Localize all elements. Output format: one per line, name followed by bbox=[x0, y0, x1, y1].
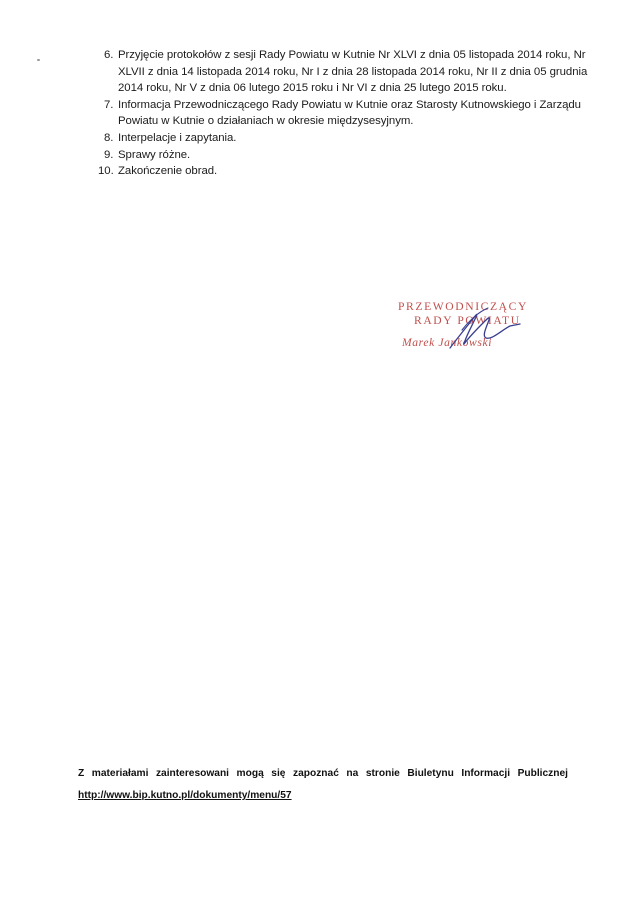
agenda-item-line: XLVII z dnia 14 listopada 2014 roku, Nr I z dnia 28 listopada 2014 roku, Nr II z dnia 05 grudnia bbox=[118, 65, 588, 78]
agenda-item-number: 10. bbox=[98, 165, 114, 178]
agenda-item-line: Informacja Przewodniczącego Rady Powiatu w Kutnie oraz Starosty Kutnowskiego i Zarządu bbox=[118, 98, 581, 111]
stamp-name: Marek Jankowski bbox=[402, 336, 493, 349]
agenda-item-number: 9. bbox=[104, 148, 114, 161]
agenda-item-10 bbox=[80, 163, 600, 180]
agenda-item-line: Sprawy różne. bbox=[118, 148, 191, 161]
agenda-item-line: 2014 roku, Nr V z dnia 06 lutego 2015 roku i Nr VI z dnia 25 lutego 2015 roku. bbox=[118, 82, 507, 95]
agenda-list bbox=[80, 47, 600, 180]
stamp-body: RADY POWIATU bbox=[414, 314, 521, 327]
signature-icon bbox=[392, 300, 552, 360]
bip-link[interactable]: http://www.bip.kutno.pl/dokumenty/menu/57 bbox=[78, 790, 292, 801]
agenda-item-line: Zakończenie obrad. bbox=[118, 165, 218, 178]
stamp-title: PRZEWODNICZĄCY bbox=[398, 300, 528, 313]
agenda-item-number: 7. bbox=[104, 98, 114, 111]
agenda-item-9 bbox=[80, 147, 600, 164]
agenda-item-6 bbox=[80, 47, 600, 97]
scan-speck bbox=[37, 59, 40, 61]
agenda-item-8 bbox=[80, 130, 600, 147]
agenda-item-number: 6. bbox=[104, 49, 114, 61]
agenda-item-line: Przyjęcie protokołów z sesji Rady Powiatu w Kutnie Nr XLVI z dnia 05 listopada 2014 roku, Nr bbox=[118, 49, 586, 61]
footer-note bbox=[78, 763, 568, 807]
agenda-item-line: Powiatu w Kutnie o działaniach w okresie międzysesyjnym. bbox=[118, 115, 414, 128]
chairman-stamp bbox=[392, 300, 552, 360]
agenda-item-7 bbox=[80, 97, 600, 130]
agenda-item-number: 8. bbox=[104, 131, 114, 144]
agenda-item-line: Interpelacje i zapytania. bbox=[118, 131, 237, 144]
footer-note-text: Z materiałami zainteresowani mogą się zapoznać na stronie Biuletynu Informacji Publicznej bbox=[78, 768, 568, 779]
